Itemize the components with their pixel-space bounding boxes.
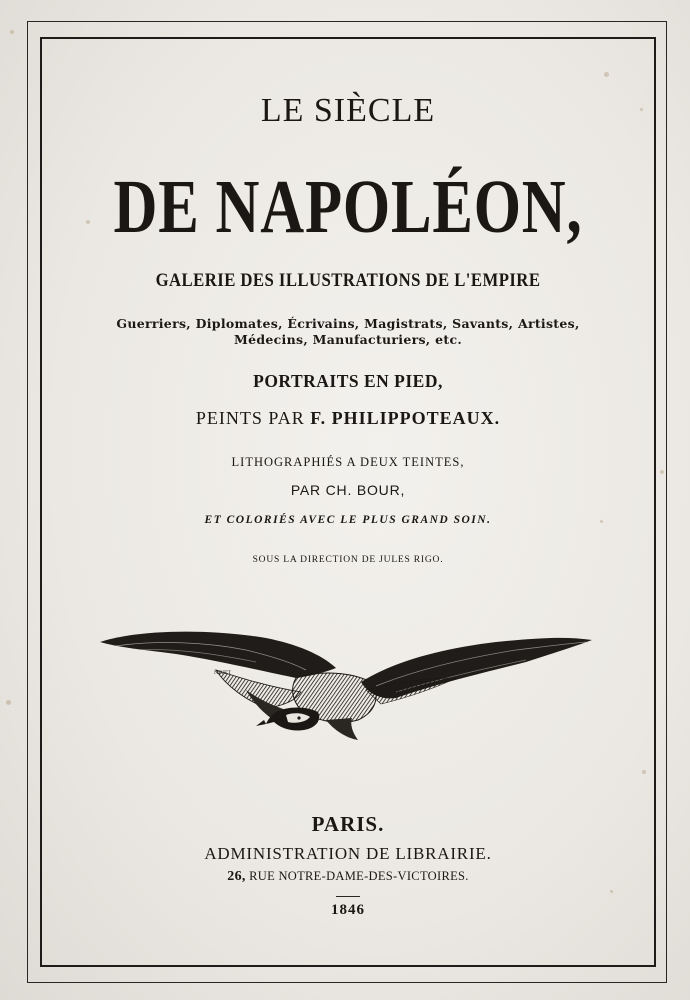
painted-by-prefix: PEINTS PAR	[195, 408, 305, 428]
address	[40, 869, 656, 885]
portraits-heading: PORTRAITS EN PIED,	[253, 371, 443, 391]
title-line-1: LE SIÈCLE	[260, 92, 436, 129]
painted-by-artist: F. PHILIPPOTEAUX.	[310, 408, 501, 428]
eagle-engraving	[96, 620, 596, 750]
address-street: RUE NOTRE-DAME-DES-VICTOIRES.	[249, 869, 469, 883]
publisher: ADMINISTRATION DE LIBRAIRIE.	[204, 844, 492, 863]
professions-line-2: Médecins, Manufacturiers, etc.	[233, 332, 463, 347]
lithographed-line: LITHOGRAPHIÉS A DEUX TEINTES,	[231, 455, 465, 469]
direction-line: SOUS LA DIRECTION DE JULES RIGO.	[252, 555, 444, 565]
title-line-2: DE NAPOLÉON,	[113, 165, 583, 249]
painted-by	[40, 408, 656, 429]
subtitle: GALERIE DES ILLUSTRATIONS DE L'EMPIRE	[155, 270, 541, 291]
engraving-signature: NIVET	[214, 670, 231, 676]
professions-line-1: Guerriers, Diplomates, Écrivains, Magistrats, Savants, Artistes,	[116, 316, 580, 331]
foxing-spot	[10, 30, 14, 34]
publication-year: 1846	[331, 902, 365, 918]
lithographer-line: PAR CH. BOUR,	[290, 482, 406, 498]
foxing-spot	[6, 700, 11, 705]
address-number: 26,	[227, 869, 246, 884]
city: PARIS.	[311, 812, 385, 836]
divider-rule	[336, 896, 360, 897]
colored-line: ET COLORIÉS AVEC LE PLUS GRAND SOIN.	[204, 514, 492, 526]
